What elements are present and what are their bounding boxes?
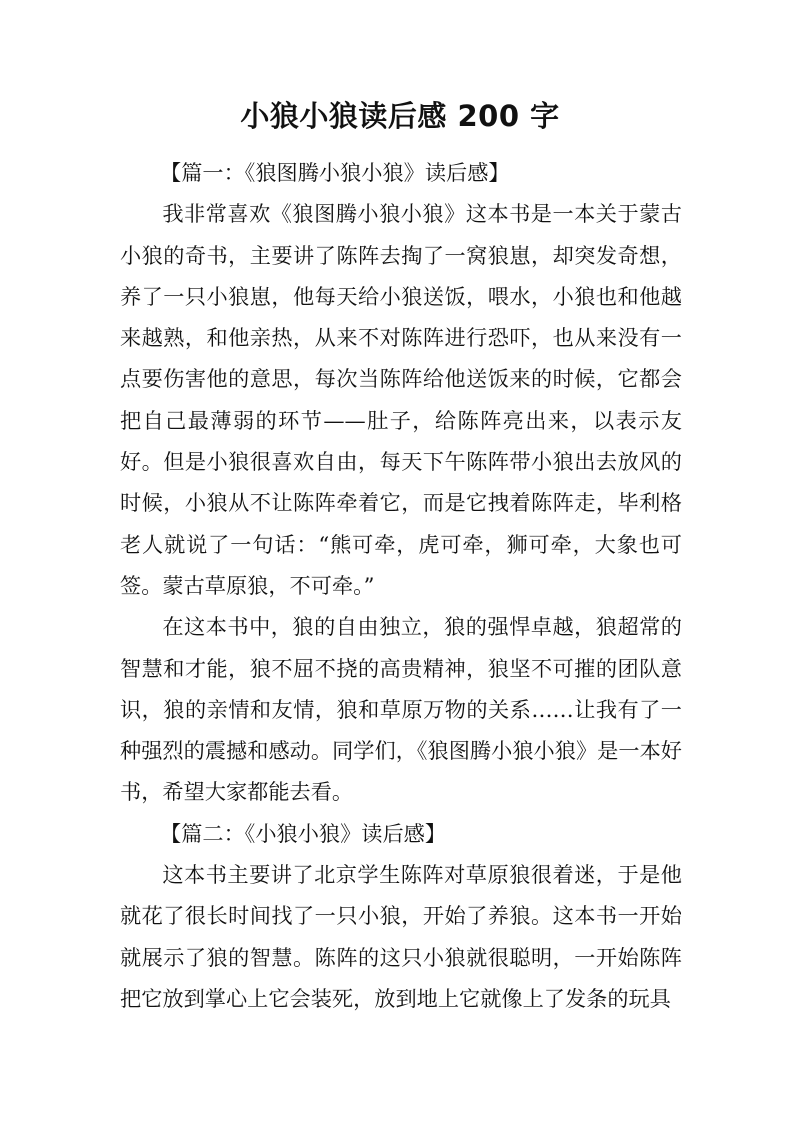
document-title: 小狼小狼读后感 200 字 [240, 99, 560, 133]
section-heading-2: 【篇二：《小狼小狼》读后感】 [160, 820, 447, 846]
section-heading-1: 【篇一：《狼图腾小狼小狼》读后感】 [160, 160, 510, 185]
body-paragraph-1: 我非常喜欢《狼图腾小狼小狼》这本书是一本关于蒙古小狼的奇书，主要讲了陈阵去掏了一窝狼崽，却突发奇想，养了一只小狼崽，他每天给小狼送饭，喂水，小狼也和他越来越熟，和他亲热，从来不对陈阵进行恐吓，也从来没有一点要伤害他的意思，每次当陈阵给他送饭来的时候，它都会把自己最薄弱的环节——肚子，给陈阵亮出来，以表示友好。但是小狼很喜欢自由，每天下午陈阵带小狼出去放风的时候，小狼从不让陈阵牵着它，而是它拽着陈阵走，毕利格老人就说了一句话：“熊可牵，虎可牵，狮可牵，大象也可签。蒙古草原狼，不可牵。” [120, 201, 682, 598]
document-body [120, 152, 682, 1019]
body-paragraph-2: 在这本书中，狼的自由独立，狼的强悍卓越，狼超常的智慧和才能，狼不屈不挠的高贵精神，狼坚不可摧的团队意识，狼的亲情和友情，狼和草原万物的关系……让我有了一种强烈的震撼和感动。同学们，《狼图腾小狼小狼》是一本好书，希望大家都能去看。 [120, 614, 682, 805]
body-paragraph-3: 这本书主要讲了北京学生陈阵对草原狼很着迷，于是他就花了很长时间找了一只小狼，开始了养狼。这本书一开始就展示了狼的智慧。陈阵的这只小狼就很聪明，一开始陈阵把它放到掌心上它会装死，放到地上它就像上了发条的玩具 [120, 862, 682, 1011]
